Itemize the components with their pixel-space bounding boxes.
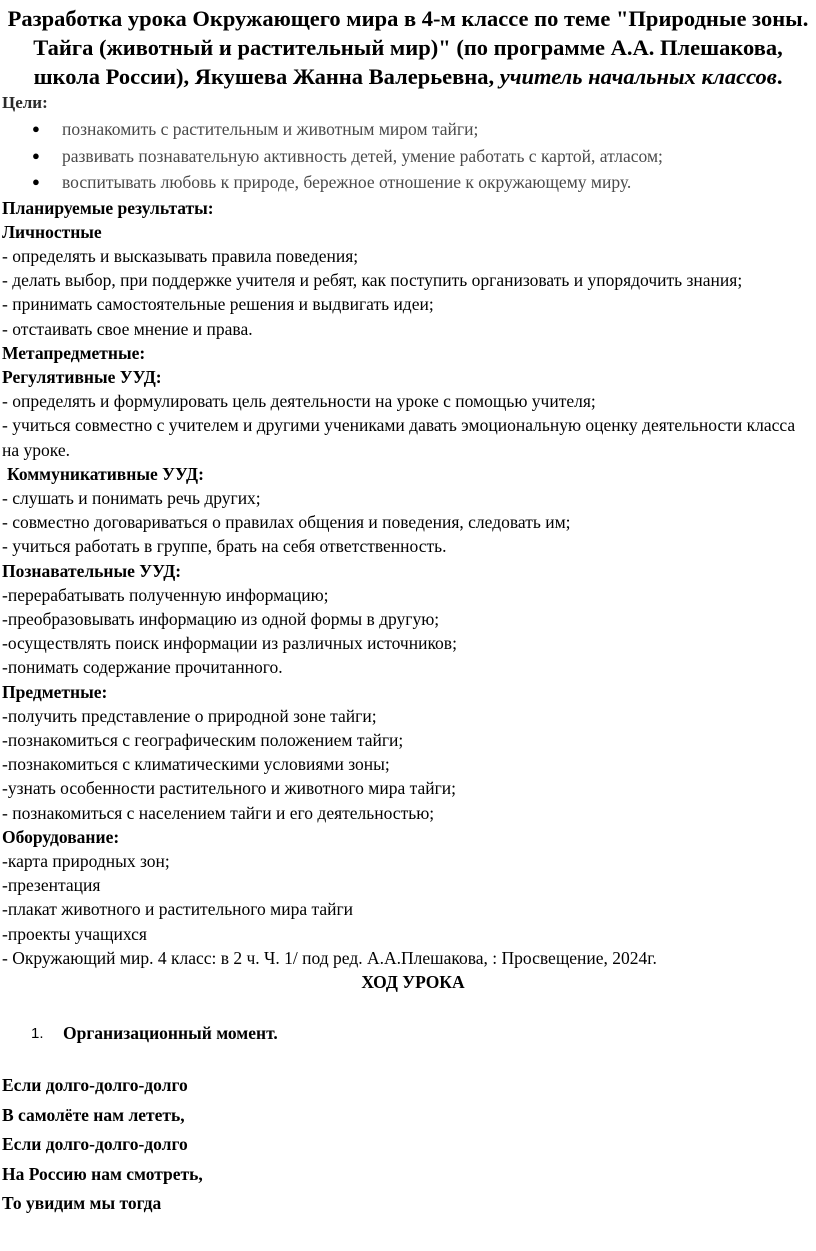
subject-heading: Предметные: [2,681,108,702]
poem [0,1071,816,1219]
personal-line: - принимать самостоятельные решения и выдвигать идеи; [2,294,434,315]
bullet-icon: ● [32,147,40,163]
equipment-line: -плакат животного и растительного мира тайги [2,899,354,920]
poem-line: В самолёте нам лететь, [2,1104,185,1125]
goal-item: ● развивать познавательную активность детей, умение работать с картой, атласом; [0,143,816,170]
communicative-heading: Коммуникативные УУД: [7,463,204,484]
personal-heading: Личностные [2,221,102,242]
regulatory-line: - учиться совместно с учителем и другими учениками давать эмоциональную оценку деятельности класса на уроке. [2,415,796,460]
title-role: учитель начальных классов [499,64,777,89]
subject-line: -узнать особенности растительного и животного мира тайги; [2,778,457,799]
equipment-line: -проекты учащихся [2,923,147,944]
goals-label: Цели: [2,93,48,112]
communicative-line: - слушать и понимать речь других; [2,487,261,508]
goals-list [0,116,816,196]
cognitive-line: -осуществлять поиск информации из различных источников; [2,633,457,654]
cognitive-line: -перерабатывать полученную информацию; [2,584,329,605]
cognitive-line: -преобразовывать информацию из одной формы в другую; [2,608,440,629]
results-heading: Планируемые результаты: [2,197,214,218]
document-title [0,0,816,91]
title-main: Разработка урока Окружающего мира в 4-м классе по теме "Природные зоны. Тайга (животный и растительный мир)" (по программе А.А. Плешакова, школа России), Якушева Жанна Валерьевна, [7,6,809,89]
lesson-step [0,1021,816,1045]
personal-line: - отстаивать свое мнение и права. [2,318,253,339]
meta-heading: Метапредметные: [2,342,146,363]
lesson-heading: ХОД УРОКА [361,972,465,992]
regulatory-heading: Регулятивные УУД: [2,366,162,387]
poem-line: То увидим мы тогда [2,1193,162,1213]
cognitive-heading: Познавательные УУД: [2,560,182,581]
bullet-icon: ● [32,121,40,136]
equipment-heading: Оборудование: [2,826,120,847]
goal-item: ● воспитывать любовь к природе, бережное отношение к окружающему миру. [0,169,816,196]
subject-line: - познакомиться с населением тайги и его деятельностью; [2,802,435,823]
subject-line: -получить представление о природной зоне тайги; [2,705,377,726]
bullet-icon: ● [32,174,40,189]
equipment-line: - Окружающий мир. 4 класс: в 2 ч. Ч. 1/ под ред. А.А.Плешакова, : Просвещение, 2024г. [2,947,657,968]
goal-item: ● познакомить с растительным и животным миром тайги; [0,116,816,143]
poem-line: Если долго-долго-долго [2,1075,188,1095]
step-label: Организационный момент. [63,1023,278,1043]
communicative-line: - совместно договариваться о правилах общения и поведения, следовать им; [2,512,571,533]
poem-line: Если долго-долго-долго [2,1134,188,1154]
subject-line: -познакомиться с географическим положением тайги; [2,729,404,750]
step-number: 1. [31,1025,44,1042]
equipment-line: -презентация [2,875,101,896]
title-end: . [776,64,783,89]
subject-line: -познакомиться с климатическими условиями зоны; [2,754,390,775]
personal-line: - определять и высказывать правила поведения; [2,245,359,266]
cognitive-line: -понимать содержание прочитанного. [2,657,283,678]
equipment-line: -карта природных зон; [2,850,170,871]
regulatory-line: - определять и формулировать цель деятельности на уроке с помощью учителя; [2,391,596,412]
communicative-line: - учиться работать в группе, брать на себя ответственность. [2,536,447,557]
poem-line: На Россию нам смотреть, [2,1163,203,1184]
personal-line: - делать выбор, при поддержке учителя и ребят, как поступить организовать и упорядочить знания; [2,270,743,291]
